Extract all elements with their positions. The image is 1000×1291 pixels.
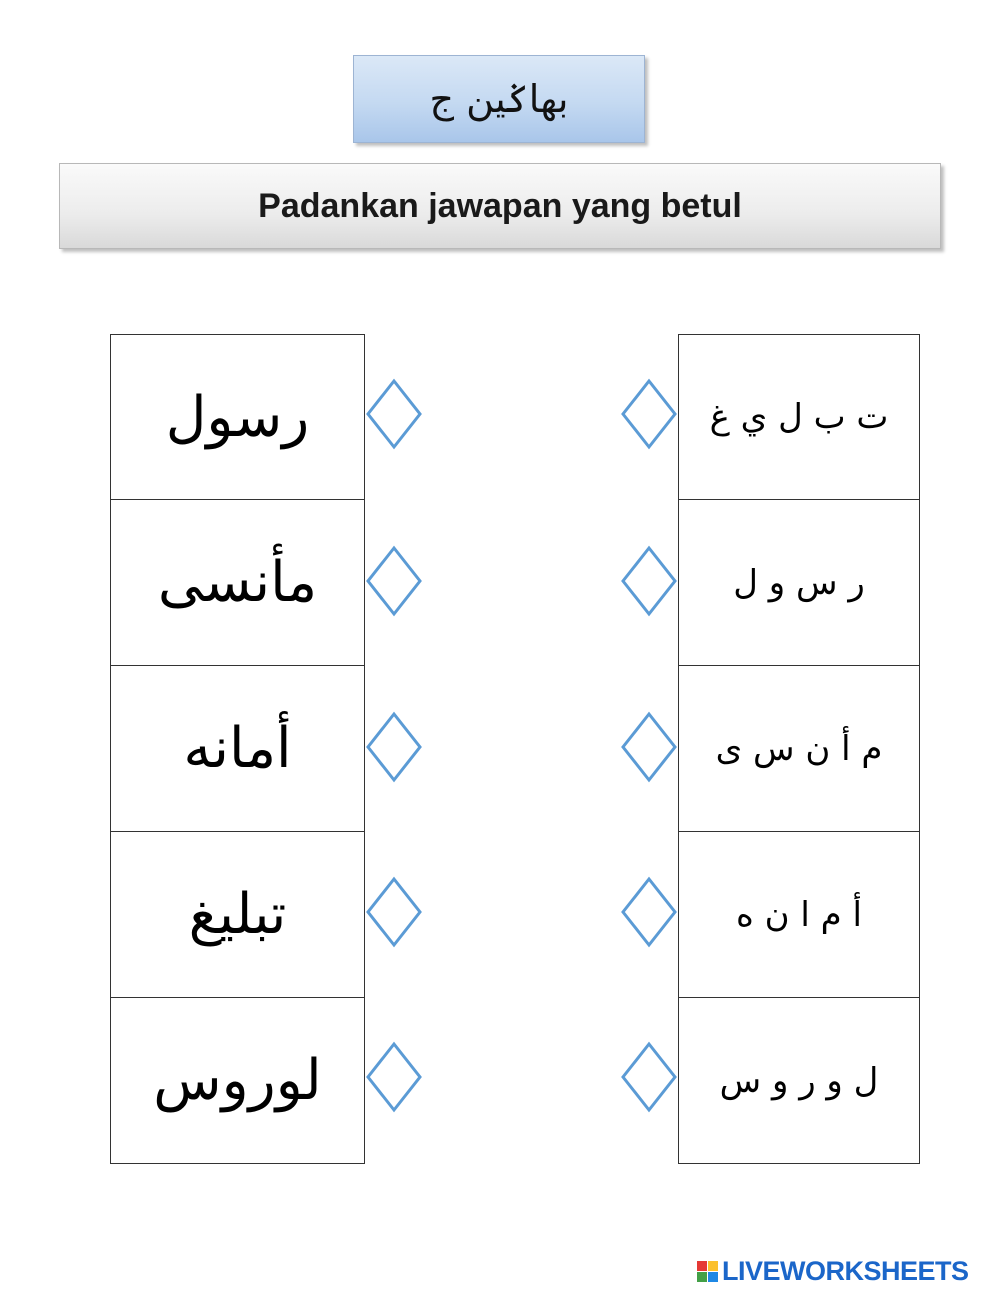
left-word-cell-5: لوروس <box>110 998 365 1164</box>
match-connector-right-4[interactable] <box>620 876 678 948</box>
right-letters-cell-4: أ م ا ن ه <box>678 832 920 998</box>
left-word-cell-4: تبليغ <box>110 832 365 998</box>
left-word-cell-3: أمانه <box>110 666 365 832</box>
match-connector-right-3[interactable] <box>620 711 678 783</box>
right-letters-cell-3: م أ ن س ى <box>678 666 920 832</box>
logo-text: LIVEWORKSHEETS <box>722 1255 969 1286</box>
match-connector-right-5[interactable] <box>620 1041 678 1113</box>
left-word-cell-2: مأنسى <box>110 500 365 666</box>
liveworksheets-logo-icon <box>697 1261 718 1282</box>
right-letters-cell-2: ر س و ل <box>678 500 920 666</box>
right-letters-column <box>678 334 920 1164</box>
match-connector-right-1[interactable] <box>620 378 678 450</box>
left-word-cell-1: رسول <box>110 334 365 500</box>
match-connector-right-2[interactable] <box>620 545 678 617</box>
right-letters-cell-5: ل و ر و س <box>678 998 920 1164</box>
right-letters-cell-1: ت ب ل ي غ <box>678 334 920 500</box>
match-connector-left-4[interactable] <box>365 876 423 948</box>
match-connector-left-5[interactable] <box>365 1041 423 1113</box>
instruction-banner: Padankan jawapan yang betul <box>59 163 941 249</box>
match-connector-left-3[interactable] <box>365 711 423 783</box>
left-word-column <box>110 334 365 1164</box>
match-connector-left-1[interactable] <box>365 378 423 450</box>
section-title: بهاݢين ج <box>353 55 645 143</box>
match-connector-left-2[interactable] <box>365 545 423 617</box>
liveworksheets-logo <box>697 1256 969 1286</box>
